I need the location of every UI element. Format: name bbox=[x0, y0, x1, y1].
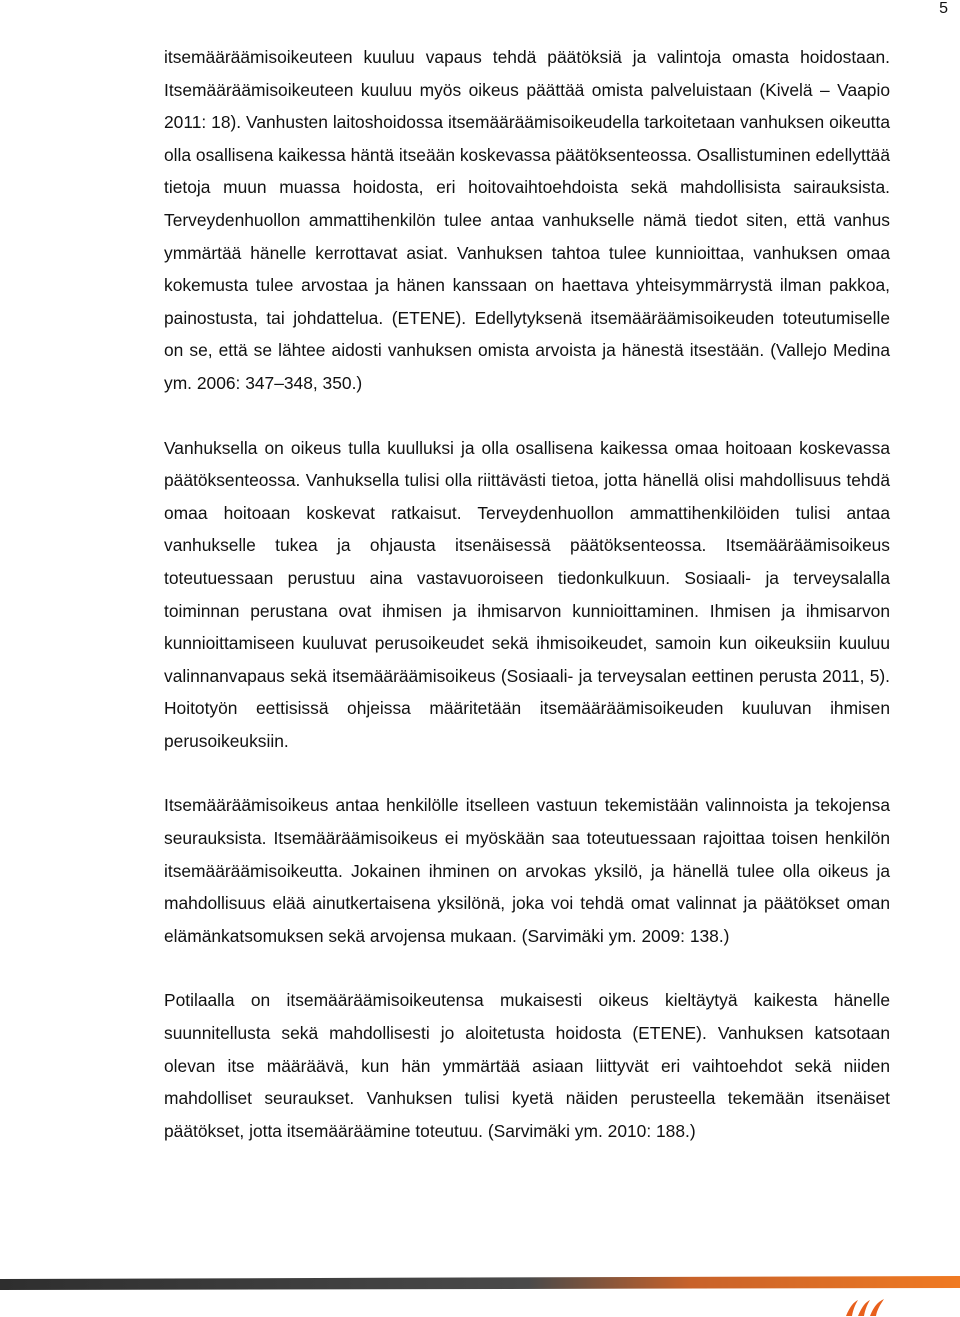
paragraph-1: itsemääräämisoikeuteen kuuluu vapaus tehdä päätöksiä ja valintoja omasta hoidostaan. Itsemääräämisoikeuteen kuuluu myös oikeus päättää omista palveluistaan (Kivelä – Vaapio 2011: 18). Vanhusten laitoshoidossa itsemääräämisoikeudella tarkoitetaan vanhuksen oikeutta olla osallisena kaikessa häntä itseään koskevassa päätöksenteossa. Osallistuminen edellyttää tietoja muun muassa hoidosta, eri hoitovaihtoehdoista sekä mahdollisista sairauksista. Terveydenhuollon ammattihenkilön tulee antaa vanhukselle nämä tiedot siten, että vanhus ymmärtää hänelle kerrottavat asiat. Vanhuksen tahtoa tulee kunnioittaa, vanhuksen omaa kokemusta tulee arvostaa ja hänen kanssaan on haettava yhteisymmärrystä ilman pakkoa, painostusta, tai johdattelua. (ETENE). Edellytyksenä itsemääräämisoikeuden toteutumiselle on se, että se lähtee aidosti vanhuksen omista arvoista ja hänestä itsestään. (Vallejo Medina ym. 2006: 347–348, 350.) bbox=[164, 47, 890, 393]
paragraph-3: Itsemääräämisoikeus antaa henkilölle itselleen vastuun tekemistään valinnoista ja tekojensa seurauksista. Itsemääräämisoikeus ei myöskään saa toteutuessaan rajoittaa toisen henkilön itsemääräämisoikeutta. Jokainen ihminen on arvokas yksilö, ja hänellä tulee olla oikeus ja mahdollisuus elää ainutkertaisena yksilönä, joka voi tehdä omat valinnat ja päätökset oman elämänkatsomuksen sekä arvojensa mukaan. (Sarvimäki ym. 2009: 138.) bbox=[164, 795, 890, 946]
footer-decorative-bar bbox=[0, 1276, 960, 1290]
paragraph-2: Vanhuksella on oikeus tulla kuulluksi ja olla osallisena kaikessa omaa hoitoaan koskevassa päätöksenteossa. Vanhuksella tulisi olla riittävästi tietoa, jotta hänellä olisi mahdollisuus tehdä omaa hoitoaan koskevat ratkaisut. Terveydenhuollon ammattihenkilöiden tulisi antaa vanhukselle tukea ja ohjausta itsenäisessä päätöksenteossa. Itsemääräämisoikeus toteutuessaan perustuu aina vastavuoroiseen tiedonkulkuun. Sosiaali- ja terveysalalla toiminnan perustana ovat ihmisen ja ihmisarvon kunnioittaminen. Ihmisen ja ihmisarvon kunnioittamiseen kuuluvat perusoikeudet sekä ihmisoikeudet, samoin kun oikeuksiin kuuluu valinnanvapaus sekä itsemääräämisoikeus (Sosiaali- ja terveysalan eettinen perusta 2011, 5). Hoitotyön eettisissä ohjeissa määritetään itsemääräämisoikeuden kuuluvan ihmisen perusoikeuksiin. bbox=[164, 437, 890, 751]
institution-logo-icon bbox=[844, 1296, 888, 1317]
page-number: 5 bbox=[939, 0, 948, 17]
document-body bbox=[164, 41, 890, 1147]
paragraph-4: Potilaalla on itsemääräämisoikeutensa mukaisesti oikeus kieltäytyä kaikesta hänelle suunnitellusta sekä mahdollisesti jo aloitetusta hoidosta (ETENE). Vanhuksen katsotaan olevan itse määräävä, kun hän ymmärtää asiaan liittyvät eri vaihtoehdot sekä niiden mahdolliset seuraukset. Vanhuksen tulisi kyetä näiden perusteella tekemään itsenäiset päätökset, jotta itsemääräämine toteutuu. (Sarvimäki ym. 2010: 188.) bbox=[164, 990, 890, 1141]
